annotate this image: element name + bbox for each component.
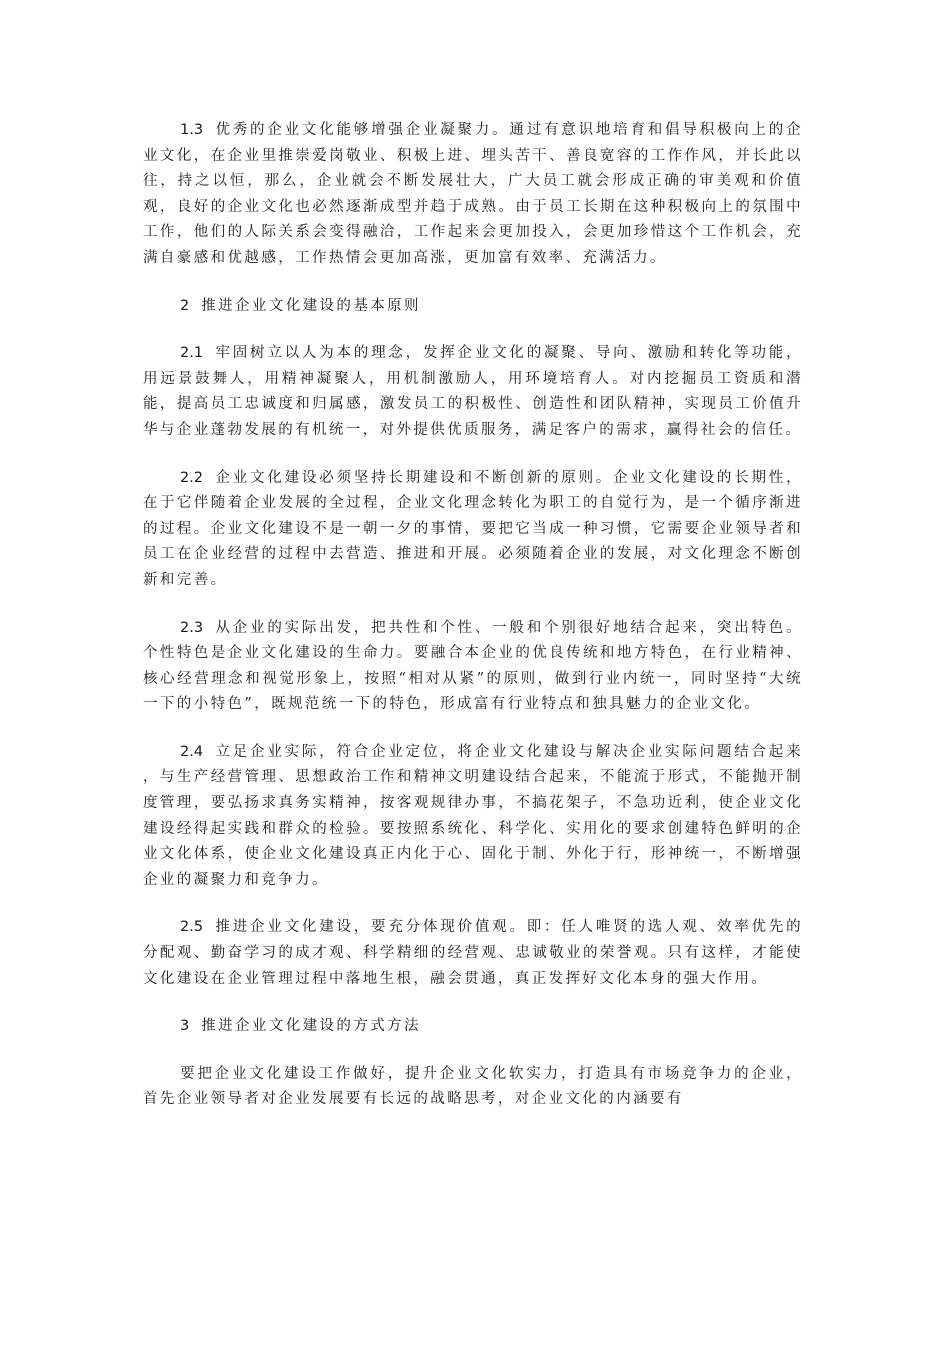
section-number: 1.3 [180, 122, 204, 138]
paragraph-2-3 [143, 616, 803, 718]
paragraph-1-3 [143, 118, 803, 272]
section-heading-2 [143, 294, 803, 320]
section-number: 2.2 [180, 469, 204, 486]
paragraph-text: 优秀的企业文化能够增强企业凝聚力。通过有意识地培育和倡导积极向上的企业文化，在企业里推崇爱岗敬业、积极上进、埋头苦干、善良宽容的工作作风，并长此以往，持之以恒，那么，企业就会不断发展壮大，广大员工就会形成正确的审美观和价值观，良好的企业文化也必然逐渐成型并趋于成熟。由于员工长期在这种积极向上的氛围中工作，他们的人际关系会变得融洽，工作起来会更加投入，会更加珍惜这个工作机会，充满自豪感和优越感，工作热情会更加高涨，更加富有效率、充满活力。 [143, 122, 803, 266]
section-heading-3 [143, 1014, 803, 1040]
section-number: 2.3 [180, 619, 204, 636]
section-number: 2.1 [180, 345, 204, 362]
paragraph-2-2 [143, 466, 803, 594]
paragraph-text: 企业文化建设必须坚持长期建设和不断创新的原则。企业文化建设的长期性，在于它伴随着企业发展的全过程，企业文化理念转化为职工的自觉行为，是一个循序渐进的过程。企业文化建设不是一朝一夕的事情，要把它当成一种习惯，它需要企业领导者和员工在企业经营的过程中去营造、推进和开展。必须随着企业的发展，对文化理念不断创新和完善。 [143, 469, 803, 588]
section-number: 2.5 [180, 919, 204, 936]
section-number: 3 [180, 1018, 190, 1035]
paragraph-text: 推进企业文化建设，要充分体现价值观。即：任人唯贤的选人观、效率优先的分配观、勤奋学习的成才观、科学精细的经营观、忠诚敬业的荣誉观。只有这样，才能使文化建设在企业管理过程中落地生根，融会贯通，真正发挥好文化本身的强大作用。 [143, 919, 803, 987]
section-number: 2.4 [180, 743, 204, 760]
document-page [143, 118, 803, 1135]
paragraph-2-5 [143, 915, 803, 992]
paragraph-3-intro [143, 1062, 803, 1113]
section-number: 2 [180, 297, 190, 314]
paragraph-text: 牢固树立以人为本的理念，发挥企业文化的凝聚、导向、激励和转化等功能，用远景鼓舞人，用精神凝聚人，用机制激励人，用环境培育人。对内挖掘员工资质和潜能，提高员工忠诚度和归属感，激发员工的积极性、创造性和团队精神，实现员工价值升华与企业蓬勃发展的有机统一，对外提供优质服务，满足客户的需求，赢得社会的信任。 [143, 345, 803, 438]
paragraph-2-4 [143, 740, 803, 894]
paragraph-text: 从企业的实际出发，把共性和个性、一般和个别很好地结合起来，突出特色。个性特色是企业文化建设的生命力。要融合本企业的优良传统和地方特色，在行业精神、核心经营理念和视觉形象上，按照“相对从紧”的原则，做到行业内统一，同时坚持“大统一下的小特色”，既规范统一下的特色，形成富有行业特点和独具魅力的企业文化。 [143, 619, 803, 713]
paragraph-2-1 [143, 341, 803, 443]
paragraph-text: 立足企业实际，符合企业定位，将企业文化建设与解决企业实际问题结合起来 ，与生产经营管理、思想政治工作和精神文明建设结合起来，不能流于形式，不能抛开制度管理，要弘扬求真务实精神，按客观规律办事，不搞花架子，不急功近利，使企业文化建设经得起实践和群众的检验。要按照系统化、科学化、实用化的要求创建特色鲜明的企业文化体系，使企业文化建设真正内化于心、固化于制、外化于行，形神统一，不断增强企业的凝聚力和竞争力。 [143, 743, 803, 888]
heading-text: 推进企业文化建设的方式方法 [201, 1018, 421, 1035]
paragraph-text: 要把企业文化建设工作做好，提升企业文化软实力，打造具有市场竞争力的企业，首先企业领导者对企业发展要有长远的战略思考，对企业文化的内涵要有 [143, 1065, 803, 1108]
heading-text: 推进企业文化建设的基本原则 [201, 297, 421, 314]
